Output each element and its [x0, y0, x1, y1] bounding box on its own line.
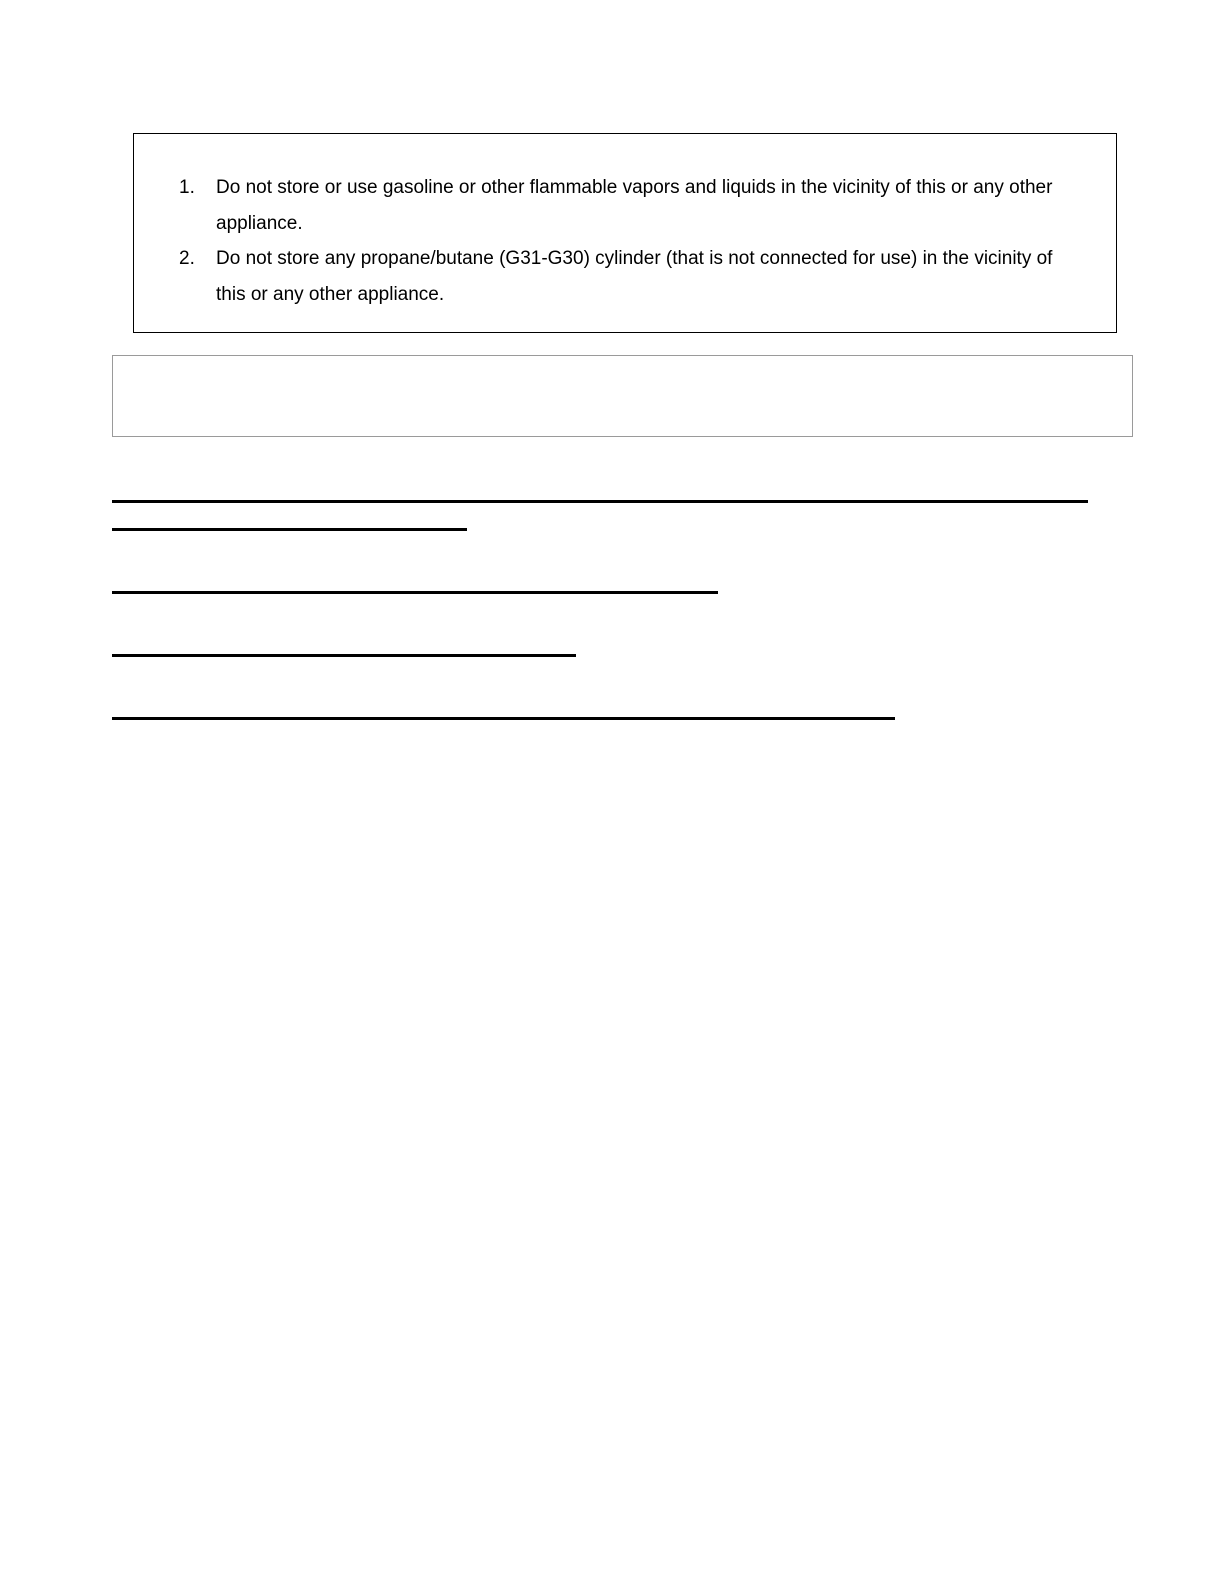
- blank-line: [112, 500, 1088, 503]
- warning-item-2: [179, 241, 1084, 312]
- warning-item-text: Do not store any propane/butane (G31-G30) cylinder (that is not connected for use) in the vicinity of this or any other appliance.: [216, 248, 1053, 305]
- blank-notice-box: [112, 355, 1133, 437]
- warning-item-text: Do not store or use gasoline or other flammable vapors and liquids in the vicinity of this or any other appliance.: [216, 177, 1053, 234]
- blank-line: [112, 654, 576, 657]
- blank-line: [112, 528, 467, 531]
- warning-item-1: [179, 170, 1084, 241]
- blank-line: [112, 717, 895, 720]
- warning-item-number: 1.: [179, 177, 195, 198]
- warning-list: [179, 170, 1084, 312]
- warning-item-number: 2.: [179, 248, 195, 269]
- warning-box: [133, 133, 1117, 333]
- blank-line: [112, 591, 718, 594]
